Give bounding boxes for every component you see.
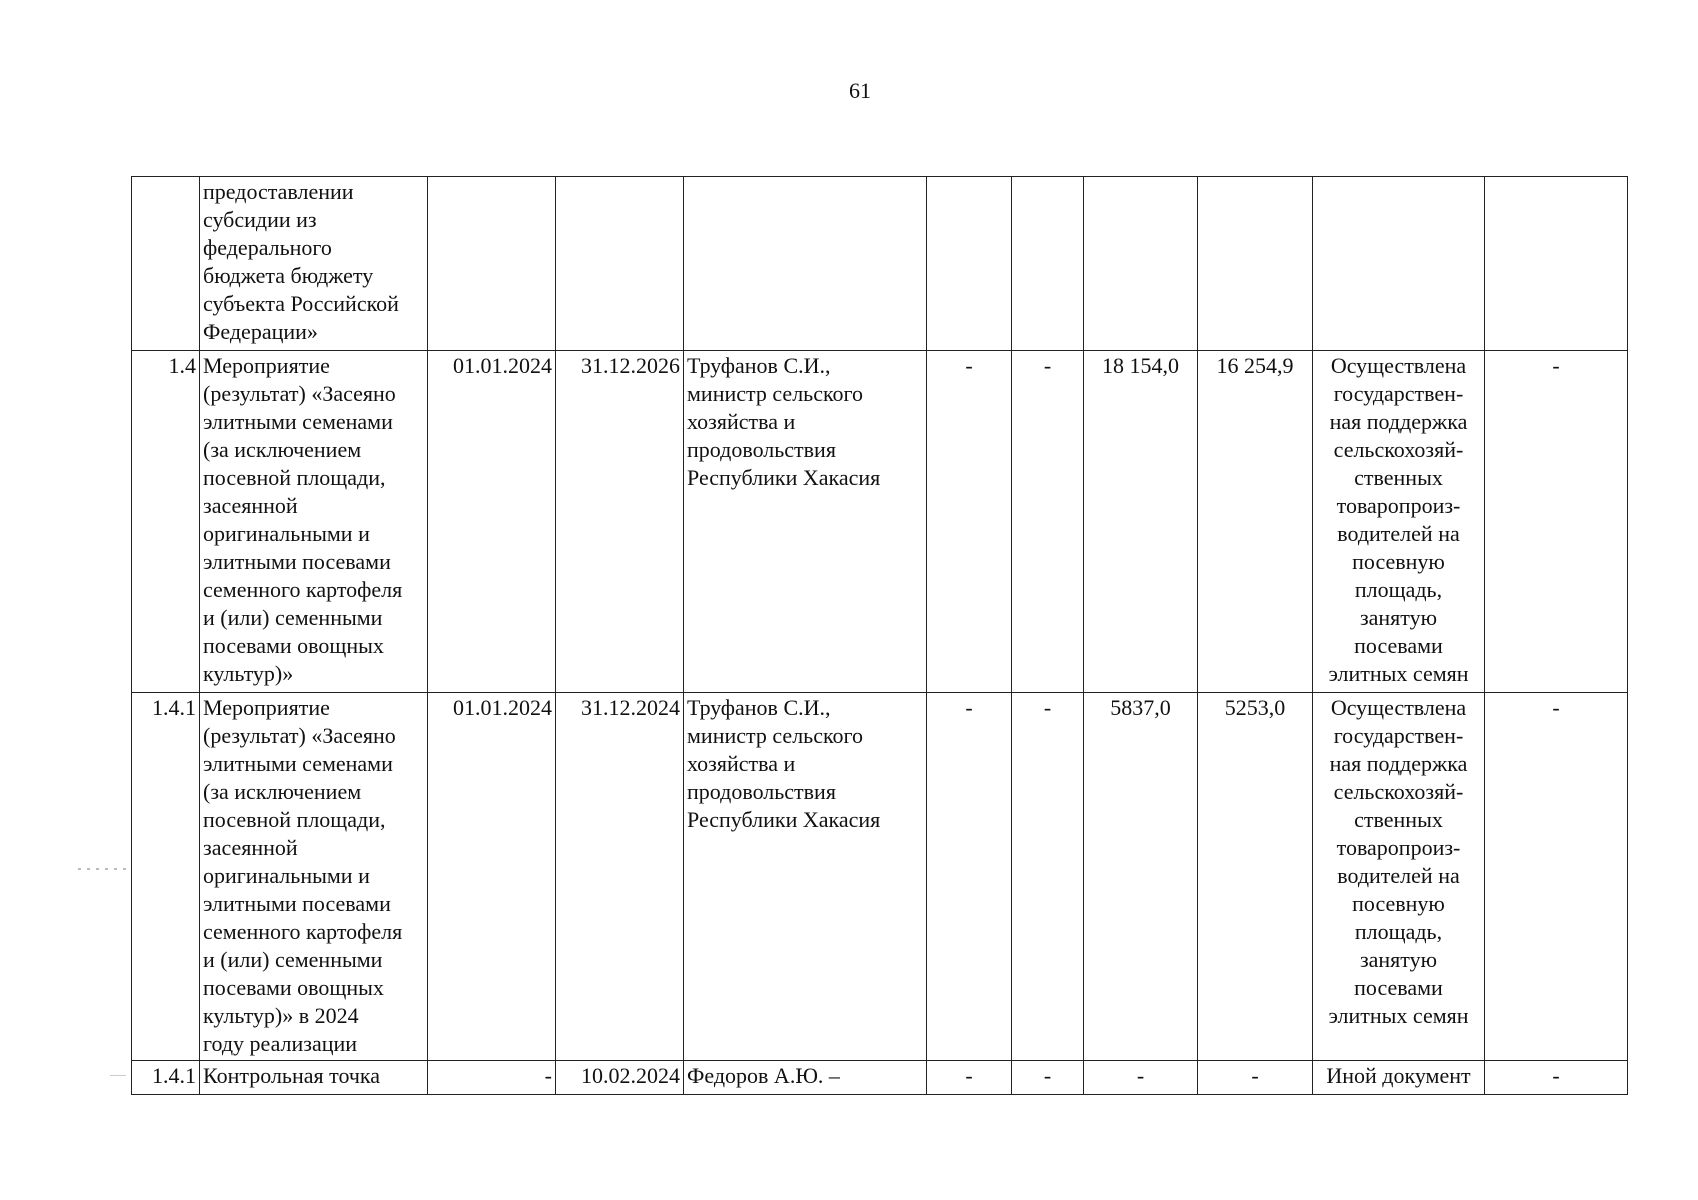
scan-artifact (78, 868, 126, 870)
activities-table (131, 176, 1628, 1095)
row-number-cell (132, 177, 200, 351)
value-cell-5 (1485, 177, 1628, 351)
value-cell-3 (1084, 177, 1198, 351)
activity-name-cell: Контрольная точка (200, 1061, 428, 1095)
value-cell-1: - (927, 693, 1012, 1061)
end-date-cell: 31.12.2026 (556, 351, 684, 693)
table-row (132, 351, 1628, 693)
value-cell-3: 18 154,0 (1084, 351, 1198, 693)
value-cell-3: - (1084, 1061, 1198, 1095)
responsible-cell: Федоров А.Ю. – (684, 1061, 927, 1095)
table-row (132, 693, 1628, 1061)
value-cell-2: - (1012, 1061, 1084, 1095)
value-cell-5: - (1485, 1061, 1628, 1095)
activity-name-cell: предоставлении субсидии из федерального бюджета бюджету субъекта Российской Федерации» (200, 177, 428, 351)
value-cell-2: - (1012, 351, 1084, 693)
value-cell-1 (927, 177, 1012, 351)
end-date-cell (556, 177, 684, 351)
activity-name-cell: Мероприятие (результат) «Засеяно элитными семенами (за исключением посевной площади, засеянной оригинальными и элитными посевами семенного картофеля и (или) семенными посевами овощных культур)» в 2024 году реализации (200, 693, 428, 1061)
row-number-cell: 1.4.1 (132, 1061, 200, 1095)
value-cell-5: - (1485, 351, 1628, 693)
end-date-cell: 10.02.2024 (556, 1061, 684, 1095)
value-cell-3: 5837,0 (1084, 693, 1198, 1061)
row-number-cell: 1.4 (132, 351, 200, 693)
table-row (132, 1061, 1628, 1095)
value-cell-2 (1012, 177, 1084, 351)
value-cell-4: - (1198, 1061, 1313, 1095)
responsible-cell (684, 177, 927, 351)
value-cell-4 (1198, 177, 1313, 351)
table-row (132, 177, 1628, 351)
end-date-cell: 31.12.2024 (556, 693, 684, 1061)
value-cell-1: - (927, 1061, 1012, 1095)
responsible-cell: Труфанов С.И., министр сельского хозяйства и продовольствия Республики Хакасия (684, 693, 927, 1061)
value-cell-4: 16 254,9 (1198, 351, 1313, 693)
value-cell-4: 5253,0 (1198, 693, 1313, 1061)
start-date-cell (428, 177, 556, 351)
page-number: 61 (849, 78, 871, 103)
start-date-cell: - (428, 1061, 556, 1095)
table-body (132, 177, 1628, 1095)
value-cell-5: - (1485, 693, 1628, 1061)
result-cell: Осуществлена государствен- ная поддержка сельскохозяй- ственных товаропроиз- водителей на посевную площадь, занятую посевами элитных семян (1313, 693, 1485, 1061)
activity-name-cell: Мероприятие (результат) «Засеяно элитными семенами (за исключением посевной площади, засеянной оригинальными и элитными посевами семенного картофеля и (или) семенными посевами овощных культур)» (200, 351, 428, 693)
value-cell-2: - (1012, 693, 1084, 1061)
result-cell (1313, 177, 1485, 351)
result-cell: Осуществлена государствен- ная поддержка сельскохозяй- ственных товаропроиз- водителей на посевную площадь, занятую посевами элитных семян (1313, 351, 1485, 693)
start-date-cell: 01.01.2024 (428, 351, 556, 693)
row-number-cell: 1.4.1 (132, 693, 200, 1061)
value-cell-1: - (927, 351, 1012, 693)
scan-artifact (110, 1075, 126, 1076)
result-cell: Иной документ (1313, 1061, 1485, 1095)
responsible-cell: Труфанов С.И., министр сельского хозяйства и продовольствия Республики Хакасия (684, 351, 927, 693)
start-date-cell: 01.01.2024 (428, 693, 556, 1061)
